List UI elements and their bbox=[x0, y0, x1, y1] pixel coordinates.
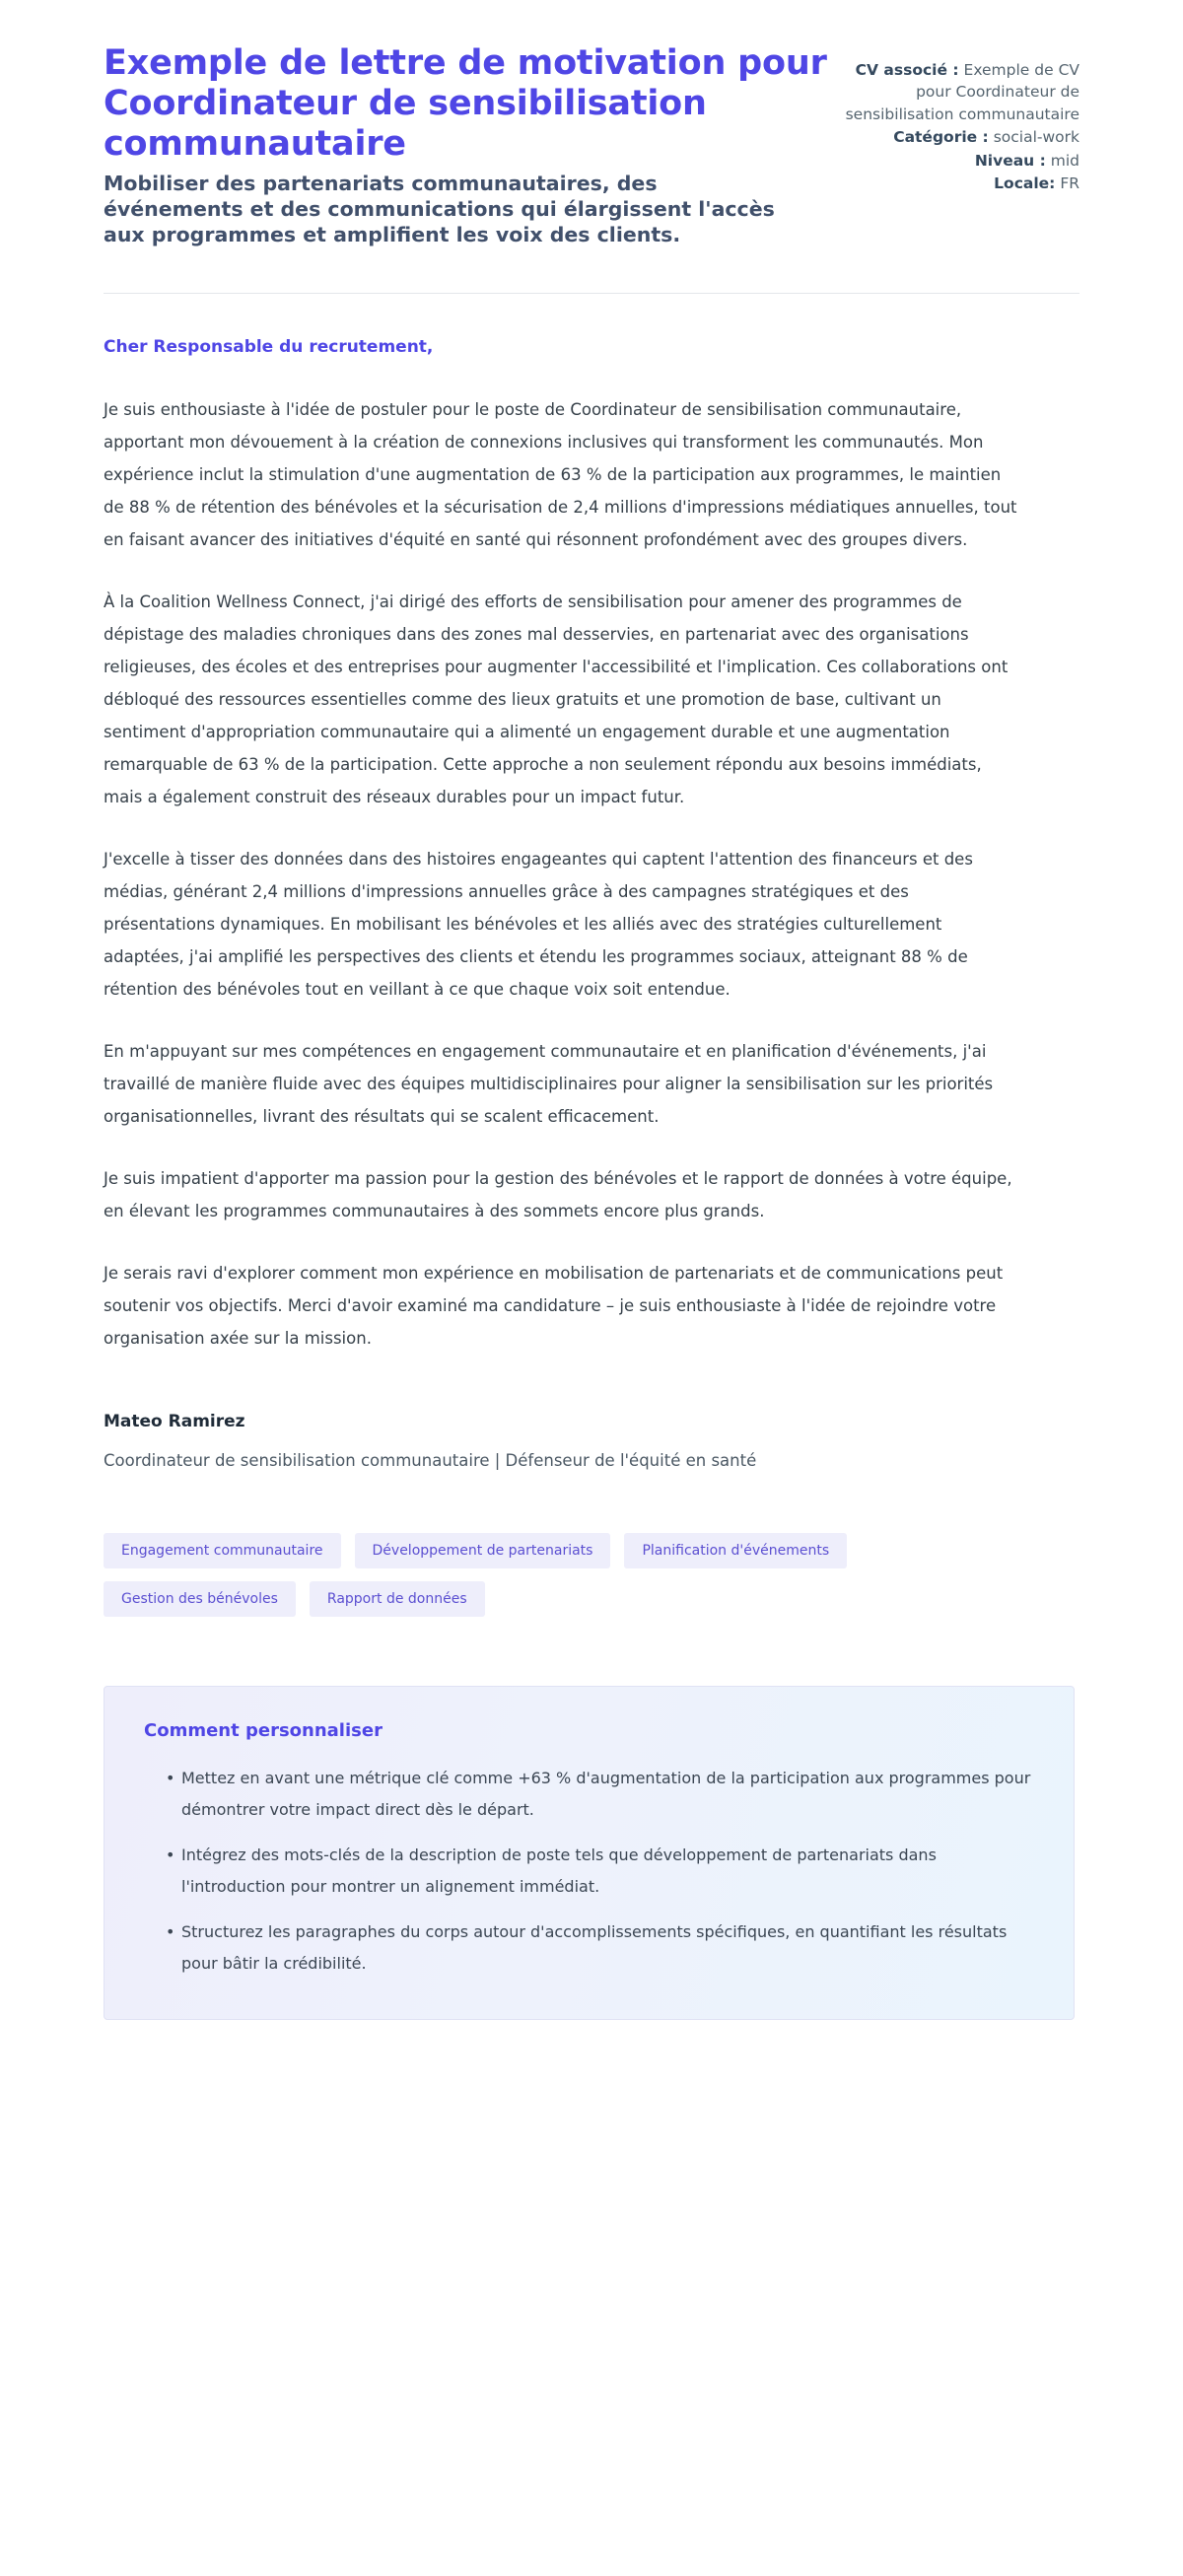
signature-block bbox=[104, 1412, 1079, 1470]
tip-item: • Mettez en avant une métrique clé comme +63 % d'augmentation de la participation aux programmes pour démontrer votre impact direct dès le départ. bbox=[166, 1763, 1034, 1826]
meta-value-cv: Exemple de CV pour Coordinateur de sensibilisation communautaire bbox=[845, 61, 1079, 123]
skill-tag[interactable]: Rapport de données bbox=[310, 1581, 485, 1617]
tip-item: • Structurez les paragraphes du corps autour d'accomplissements spécifiques, en quantifiant les résultats pour bâtir la crédibilité. bbox=[166, 1916, 1034, 1980]
letter-body bbox=[104, 294, 1079, 1355]
meta-value-level: mid bbox=[1050, 151, 1079, 170]
meta-label-level: Niveau : bbox=[974, 151, 1046, 170]
meta-label-locale: Locale: bbox=[994, 174, 1056, 193]
skill-tag[interactable]: Engagement communautaire bbox=[104, 1533, 341, 1568]
skill-tag[interactable]: Planification d'événements bbox=[624, 1533, 847, 1568]
letter-paragraph: À la Coalition Wellness Connect, j'ai dirigé des efforts de sensibilisation pour amener des programmes de dépistage des maladies chroniques dans des zones mal desservies, en partenariat avec des organisations religieuses, des écoles et des entreprises pour augmenter l'accessibilité et l'implication. Ces collaborations ont débloqué des ressources essentielles comme des lieux gratuits et une promotion de base, cultivant un sentiment d'appropriation communautaire qui a alimenté un engagement durable et une augmentation remarquable de 63 % de la participation. Cette approche a non seulement répondu aux besoins immédiats, mais a également construit des réseaux durables pour un impact futur. bbox=[104, 592, 1009, 806]
page-header bbox=[104, 43, 1079, 248]
letter-paragraph: J'excelle à tisser des données dans des histoires engageantes qui captent l'attention des financeurs et des médias, générant 2,4 millions d'impressions annuelles grâce à des campagnes stratégiques et des présentations dynamiques. En mobilisant les bénévoles et les alliés avec des stratégies culturellement adaptées, j'ai amplifié les perspectives des clients et étendu les programmes sociaux, atteignant 88 % de rétention des bénévoles tout en veillant à ce que chaque voix soit entendue. bbox=[104, 849, 973, 999]
document-metadata bbox=[833, 59, 1079, 196]
tips-list bbox=[144, 1763, 1034, 1980]
meta-row-category bbox=[833, 126, 1079, 148]
page-subtitle: Mobiliser des partenariats communautaires, des événements et des communications qui élargissent l'accès aux programmes et amplifient les voix des clients. bbox=[104, 171, 775, 247]
letter-paragraph: Je serais ravi d'explorer comment mon expérience en mobilisation de partenariats et de communications peut soutenir vos objectifs. Merci d'avoir examiné ma candidature – je suis enthousiaste à l'idée de rejoindre votre organisation axée sur la mission. bbox=[104, 1263, 1004, 1348]
tip-item: • Intégrez des mots-clés de la description de poste tels que développement de partenariats dans l'introduction pour montrer un alignement immédiat. bbox=[166, 1840, 1034, 1903]
meta-value-locale: FR bbox=[1060, 174, 1079, 193]
skill-tag[interactable]: Gestion des bénévoles bbox=[104, 1581, 296, 1617]
letter-paragraph: En m'appuyant sur mes compétences en engagement communautaire et en planification d'événements, j'ai travaillé de manière fluide avec des équipes multidisciplinaires pour aligner la sensibilisation sur les priorités organisationnelles, livrant des résultats qui se scalent efficacement. bbox=[104, 1041, 994, 1126]
signature-name: Mateo Ramirez bbox=[104, 1411, 245, 1431]
skill-tag[interactable]: Développement de partenariats bbox=[355, 1533, 611, 1568]
meta-row-cv bbox=[833, 59, 1079, 125]
skill-tag-list bbox=[104, 1533, 991, 1617]
customization-tips-panel bbox=[104, 1686, 1075, 2020]
meta-value-category: social-work bbox=[993, 128, 1079, 147]
letter-salutation: Cher Responsable du recrutement, bbox=[104, 336, 434, 357]
letter-paragraph: Je suis impatient d'apporter ma passion pour la gestion des bénévoles et le rapport de données à votre équipe, en élevant les programmes communautaires à des sommets encore plus grands. bbox=[104, 1168, 1012, 1220]
meta-label-category: Catégorie : bbox=[893, 128, 989, 147]
tips-title: Comment personnaliser bbox=[144, 1719, 383, 1741]
signature-role: Coordinateur de sensibilisation communautaire | Défenseur de l'équité en santé bbox=[104, 1450, 757, 1470]
meta-label-cv: CV associé : bbox=[855, 61, 959, 79]
page-title: Exemple de lettre de motivation pour Coordinateur de sensibilisation communautaire bbox=[104, 43, 827, 164]
meta-row-level bbox=[833, 150, 1079, 172]
letter-paragraph: Je suis enthousiaste à l'idée de postuler pour le poste de Coordinateur de sensibilisation communautaire, apportant mon dévouement à la création de connexions inclusives qui transforment les communautés. Mon expérience inclut la stimulation d'une augmentation de 63 % de la participation aux programmes, le maintien de 88 % de rétention des bénévoles et la sécurisation de 2,4 millions d'impressions médiatiques annuelles, tout en faisant avancer des initiatives d'équité en santé qui résonnent profondément avec des groupes divers. bbox=[104, 399, 1017, 549]
meta-row-locale bbox=[833, 173, 1079, 194]
title-block bbox=[104, 43, 833, 248]
